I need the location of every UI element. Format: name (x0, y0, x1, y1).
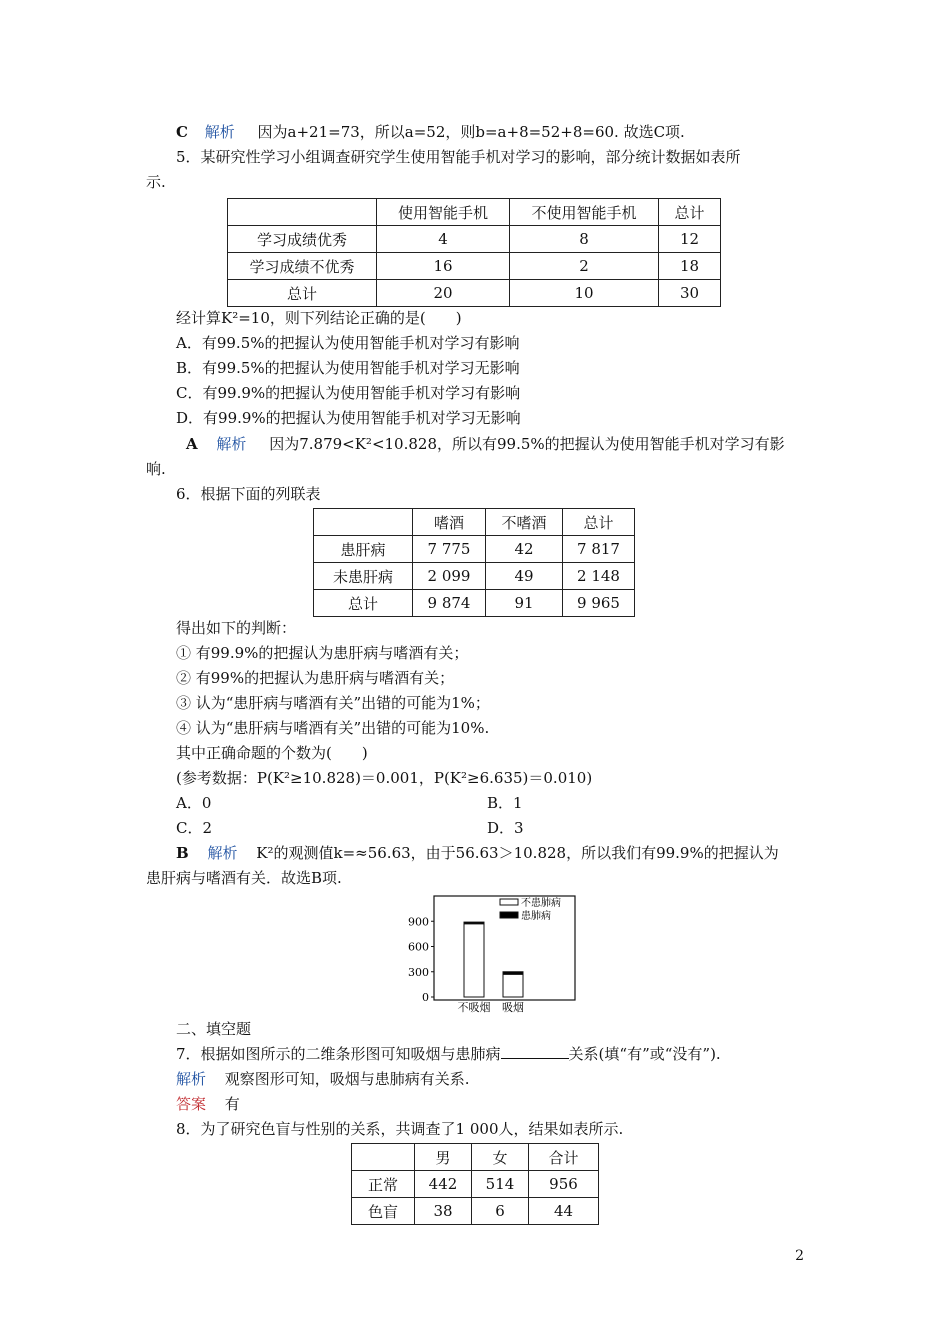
x-category-label: 吸烟 (502, 1001, 524, 1014)
q6-option-d: D．3 (487, 819, 524, 837)
q5-cell: 20 (377, 280, 510, 307)
q6-cell: 患肝病 (314, 536, 413, 563)
table-row (228, 253, 721, 280)
q6-cell: 49 (486, 563, 563, 590)
section-heading: 二、填空题 (176, 1020, 252, 1038)
bar-no-disease (503, 974, 523, 997)
q6-answer-letter: B (176, 844, 189, 862)
q7-answer-line (176, 1093, 240, 1115)
q8-header-cell: 女 (472, 1144, 529, 1171)
q4-analysis-label: 解析 (204, 123, 235, 141)
q5-option-d: D．有99.9%的把握认为使用智能手机对学习无影响 (176, 409, 521, 427)
legend-swatch (500, 899, 518, 905)
q5-analysis-text: 因为7.879<K²<10.828，所以有99.5%的把握认为使用智能手机对学习有影 (269, 435, 785, 453)
q5-cell: 16 (377, 253, 510, 280)
q5-cell: 学习成绩不优秀 (228, 253, 377, 280)
q8-cell: 正常 (352, 1171, 415, 1198)
q5-analysis-line1 (186, 433, 785, 455)
q6-reference: (参考数据：P(K²≥10.828)＝0.001，P(K²≥6.635)＝0.010) (176, 769, 593, 787)
q5-option-b: B．有99.5%的把握认为使用智能手机对学习无影响 (176, 359, 520, 377)
q6-analysis-line1 (176, 842, 779, 864)
q7-answer-text: 有 (224, 1095, 240, 1113)
table-row (228, 280, 721, 307)
q4-analysis-text: 因为a+21=73，所以a=52，则b=a+8=52+8=60. 故选C项. (257, 123, 685, 141)
q7-answer-label: 答案 (176, 1095, 207, 1113)
y-tick-label: 600 (408, 940, 429, 954)
q8-header-cell: 男 (415, 1144, 472, 1171)
q6-cell: 总计 (314, 590, 413, 617)
table-row (352, 1171, 599, 1198)
q8-cell: 514 (472, 1171, 529, 1198)
q6-cell: 42 (486, 536, 563, 563)
q5-stem-line2: 示. (146, 173, 166, 191)
q7-stem-before: 7．根据如图所示的二维条形图可知吸烟与患肺病 (176, 1045, 501, 1063)
q6-question: 其中正确命题的个数为( ) (176, 744, 368, 762)
q6-cell: 9 965 (563, 590, 635, 617)
legend-swatch (500, 912, 518, 918)
q6-analysis-label: 解析 (207, 844, 238, 862)
q5-analysis-label: 解析 (216, 435, 247, 453)
q5-table (227, 198, 721, 307)
q5-cell: 18 (659, 253, 721, 280)
q6-cell: 2 148 (563, 563, 635, 590)
table-row (314, 536, 635, 563)
lung-disease-bar-chart (404, 893, 580, 1015)
q6-header-cell: 嗜酒 (413, 509, 486, 536)
q5-option-a: A．有99.5%的把握认为使用智能手机对学习有影响 (176, 334, 520, 352)
q8-cell: 38 (415, 1198, 472, 1225)
q4-analysis-line (176, 121, 685, 143)
q8-cell: 44 (529, 1198, 599, 1225)
y-tick-label: 300 (408, 965, 429, 979)
q5-cell: 2 (510, 253, 659, 280)
q6-judgment-2: ② 有99%的把握认为患肝病与嗜酒有关； (176, 669, 455, 687)
q5-cell: 30 (659, 280, 721, 307)
q6-header-cell (314, 509, 413, 536)
q5-cell: 8 (510, 226, 659, 253)
q7-stem-after: 关系(填“有”或“没有”). (568, 1045, 721, 1063)
q5-stem-line1: 5．某研究性学习小组调查研究学生使用智能手机对学习的影响，部分统计数据如表所 (176, 148, 741, 166)
y-tick-label: 900 (408, 915, 429, 929)
q7-analysis-label: 解析 (176, 1070, 207, 1088)
q6-option-a: A．0 (176, 794, 212, 812)
q8-cell: 6 (472, 1198, 529, 1225)
q7-answer-blank (501, 1043, 569, 1059)
q6-judgment-1: ① 有99.9%的把握认为患肝病与嗜酒有关； (176, 644, 469, 662)
q6-option-b: B．1 (487, 794, 523, 812)
q5-header-cell: 不使用智能手机 (510, 199, 659, 226)
x-category-label: 不吸烟 (457, 1001, 491, 1014)
q6-header-cell: 不嗜酒 (486, 509, 563, 536)
table-row (314, 590, 635, 617)
q6-cell: 7 817 (563, 536, 635, 563)
q6-cell: 91 (486, 590, 563, 617)
q8-header-cell (352, 1144, 415, 1171)
q6-judgment-4: ④ 认为“患肝病与嗜酒有关”出错的可能为10%. (176, 719, 490, 737)
table-row (314, 509, 635, 536)
legend-label: 不患肺病 (521, 898, 561, 909)
q7-analysis-text: 观察图形可知，吸烟与患肺病有关系. (224, 1070, 470, 1088)
page-number: 2 (795, 1248, 804, 1264)
q7-stem (176, 1043, 721, 1065)
q6-intro: 得出如下的判断： (176, 619, 297, 637)
q8-stem: 8．为了研究色盲与性别的关系，共调查了1 000人，结果如表所示. (176, 1120, 624, 1138)
y-tick-label: 0 (422, 991, 429, 1004)
q7-analysis-line (176, 1068, 470, 1090)
q6-judgment-3: ③ 认为“患肝病与嗜酒有关”出错的可能为1%； (176, 694, 490, 712)
q6-analysis-line2: 患肝病与嗜酒有关．故选B项. (146, 869, 342, 887)
bar-no-disease (464, 924, 484, 997)
q6-cell: 9 874 (413, 590, 486, 617)
q4-answer-letter: C (176, 123, 188, 141)
table-row (352, 1198, 599, 1225)
q8-header-cell: 合计 (529, 1144, 599, 1171)
q6-cell: 7 775 (413, 536, 486, 563)
q5-cell: 学习成绩优秀 (228, 226, 377, 253)
q8-cell: 956 (529, 1171, 599, 1198)
q5-header-cell: 总计 (659, 199, 721, 226)
q6-table (313, 508, 635, 617)
q5-cell: 10 (510, 280, 659, 307)
q5-cell: 总计 (228, 280, 377, 307)
q6-analysis-text: K²的观测值k=≈56.63，由于56.63＞10.828，所以我们有99.9%的把握认为 (256, 844, 779, 862)
q5-header-cell: 使用智能手机 (377, 199, 510, 226)
q5-header-cell (228, 199, 377, 226)
q6-cell: 未患肝病 (314, 563, 413, 590)
table-row (228, 199, 721, 226)
q6-cell: 2 099 (413, 563, 486, 590)
q6-option-c: C．2 (176, 819, 213, 837)
bar-disease (503, 972, 523, 975)
q6-header-cell: 总计 (563, 509, 635, 536)
table-row (352, 1144, 599, 1171)
bar-disease (464, 922, 484, 924)
table-row (314, 563, 635, 590)
q8-cell: 色盲 (352, 1198, 415, 1225)
q5-cell: 4 (377, 226, 510, 253)
q5-answer-letter: A (186, 435, 198, 453)
q5-option-c: C．有99.9%的把握认为使用智能手机对学习有影响 (176, 384, 521, 402)
q8-cell: 442 (415, 1171, 472, 1198)
q5-question: 经计算K²=10，则下列结论正确的是( ) (176, 309, 462, 327)
table-row (228, 226, 721, 253)
q5-cell: 12 (659, 226, 721, 253)
q5-analysis-line2: 响. (146, 460, 166, 478)
q8-table (351, 1143, 599, 1225)
q6-stem: 6．根据下面的列联表 (176, 485, 321, 503)
legend-label: 患肺病 (521, 911, 551, 922)
